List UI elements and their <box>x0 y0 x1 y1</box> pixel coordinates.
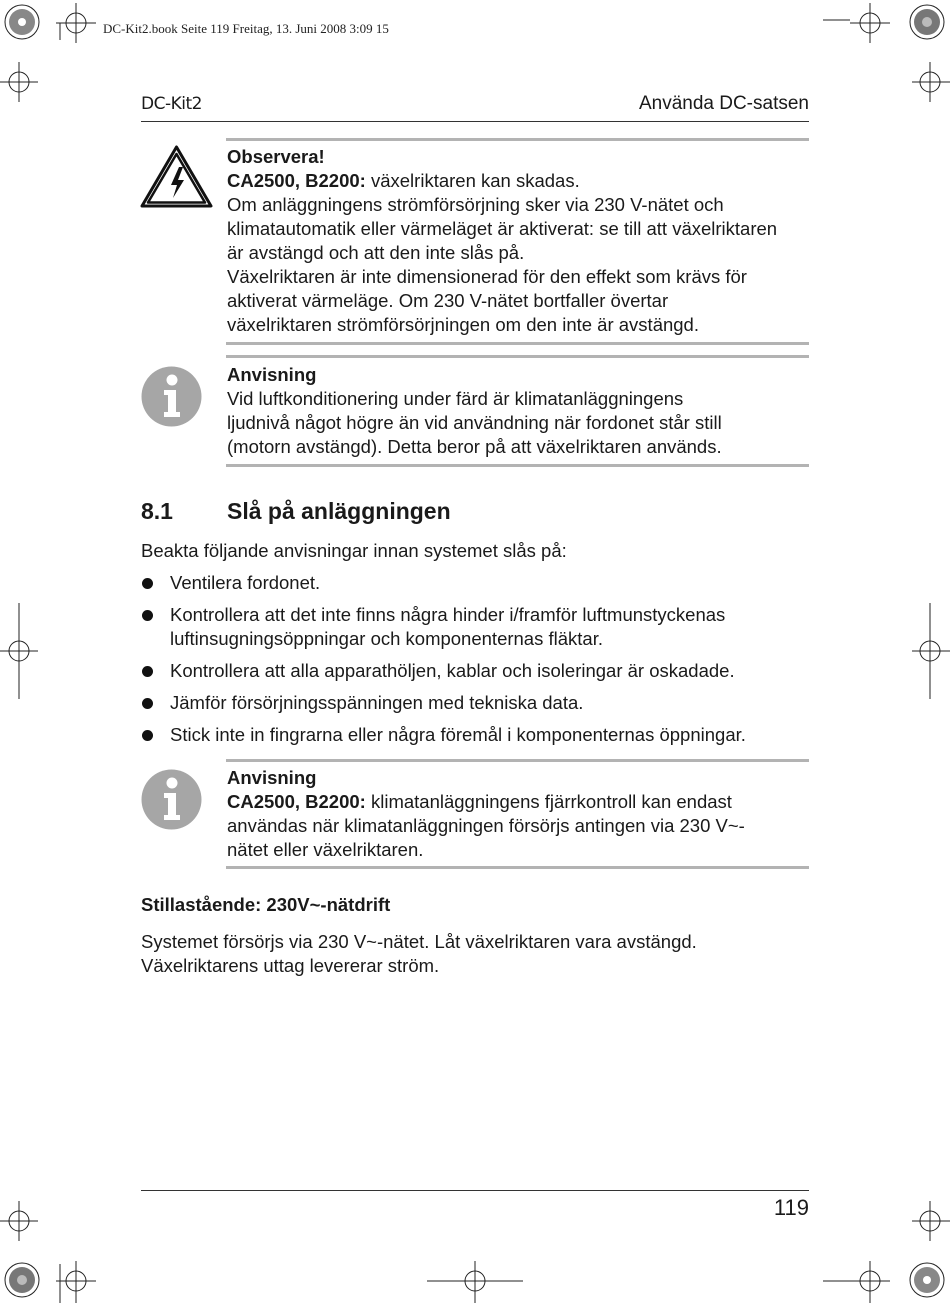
star-target-top-right <box>910 5 944 39</box>
registration-mark-right-lower <box>912 1201 950 1241</box>
list-item: Kontrollera att det inte finns några hinder i/framför luftmunstyckenas luftinsugningsöppningar och komponenternas fläktar. <box>141 603 821 651</box>
warning-line: aktiverat värmeläge. Om 230 V-nätet bortfaller övertar <box>227 290 669 311</box>
printer-slug-line: DC-Kit2.book Seite 119 Freitag, 13. Juni 2008 3:09 15 <box>103 21 389 36</box>
info-box-1-top-rule <box>226 355 809 358</box>
registration-mark-left-middle <box>0 603 38 699</box>
section-title: Slå på anläggningen <box>227 498 451 524</box>
bullet-dot-icon <box>142 666 153 677</box>
registration-mark-right-middle <box>912 603 950 699</box>
info-icon <box>141 366 202 427</box>
running-header-product: DC-Kit2 <box>141 94 202 114</box>
registration-mark-left-lower <box>0 1201 38 1241</box>
info-box-1-line: (motorn avstängd). Detta beror på att växelriktaren används. <box>227 436 722 457</box>
bullet-dot-icon <box>142 578 153 589</box>
warning-line: Om anläggningens strömförsörjning sker via 230 V-nätet och <box>227 194 724 215</box>
info-box-1-text <box>227 363 812 459</box>
warning-line: Växelriktaren är inte dimensionerad för den effekt som krävs för <box>227 266 747 287</box>
registration-mark-bottom-right <box>850 1261 890 1303</box>
warning-box-text <box>227 145 812 337</box>
running-header-chapter: Använda DC-satsen <box>638 93 809 114</box>
header-rule <box>141 121 809 122</box>
info-box-2-model-text: klimatanläggningens fjärrkontroll kan endast <box>365 791 732 812</box>
info-box-1-bottom-rule <box>226 464 809 467</box>
section-intro: Beakta följande anvisningar innan systemet slås på: <box>141 540 567 561</box>
subsection-line: Systemet försörjs via 230 V~-nätet. Låt växelriktaren vara avstängd. <box>141 931 697 952</box>
warning-line: klimatautomatik eller värmeläget är aktiverat: se till att växelriktaren <box>227 218 778 239</box>
registration-mark-top-right-inner <box>850 3 890 43</box>
warning-model-prefix: CA2500, B2200: <box>227 170 366 191</box>
info-box-2-model-prefix: CA2500, B2200: <box>227 791 366 812</box>
section-number: 8.1 <box>141 498 173 524</box>
bullet-dot-icon <box>142 730 153 741</box>
footer-rule <box>141 1190 809 1191</box>
info-box-2-title: Anvisning <box>227 767 317 788</box>
registration-mark-bottom-left <box>56 1261 96 1303</box>
registration-mark-top-left-inner <box>56 3 96 43</box>
bullet-dot-icon <box>142 610 153 621</box>
subsection-line: Växelriktarens uttag levererar ström. <box>141 955 440 976</box>
electrical-hazard-warning-icon <box>140 145 213 208</box>
warning-title: Observera! <box>227 146 325 167</box>
info-box-2-line: användas när klimatanläggningen försörjs antingen via 230 V~- <box>227 815 745 836</box>
info-box-2-bottom-rule <box>226 866 809 869</box>
star-target-top-left <box>5 5 39 39</box>
list-item: Kontrollera att alla apparathöljen, kablar och isoleringar är oskadade. <box>141 659 821 683</box>
warning-line: är avstängd och att den inte slås på. <box>227 242 525 263</box>
warning-box-bottom-rule <box>226 342 809 345</box>
page-number: 119 <box>773 1195 809 1220</box>
info-box-2-line: nätet eller växelriktaren. <box>227 839 424 860</box>
warning-line: växelriktaren strömförsörjningen om den inte är avstängd. <box>227 314 699 335</box>
subsection-title: Stillastående: 230V~-nätdrift <box>141 894 391 915</box>
star-target-bottom-left <box>5 1263 39 1297</box>
info-box-1-title: Anvisning <box>227 364 317 385</box>
info-box-1-line: ljudnivå något högre än vid användning när fordonet står still <box>227 412 722 433</box>
warning-model-text: växelriktaren kan skadas. <box>365 170 580 191</box>
info-icon <box>141 769 202 830</box>
list-item: Jämför försörjningsspänningen med tekniska data. <box>141 691 821 715</box>
checklist <box>141 571 821 755</box>
warning-box-top-rule <box>226 138 809 141</box>
list-item: Ventilera fordonet. <box>141 571 821 595</box>
star-target-bottom-right <box>910 1263 944 1297</box>
list-item: Stick inte in fingrarna eller några föremål i komponenternas öppningar. <box>141 723 821 747</box>
registration-mark-bottom-center <box>427 1261 523 1303</box>
info-box-1-line: Vid luftkonditionering under färd är klimatanläggningens <box>227 388 684 409</box>
info-box-2-top-rule <box>226 759 809 762</box>
registration-mark-left-upper <box>0 62 38 102</box>
bullet-dot-icon <box>142 698 153 709</box>
registration-mark-right-upper <box>912 62 950 102</box>
info-box-2-text <box>227 766 812 862</box>
